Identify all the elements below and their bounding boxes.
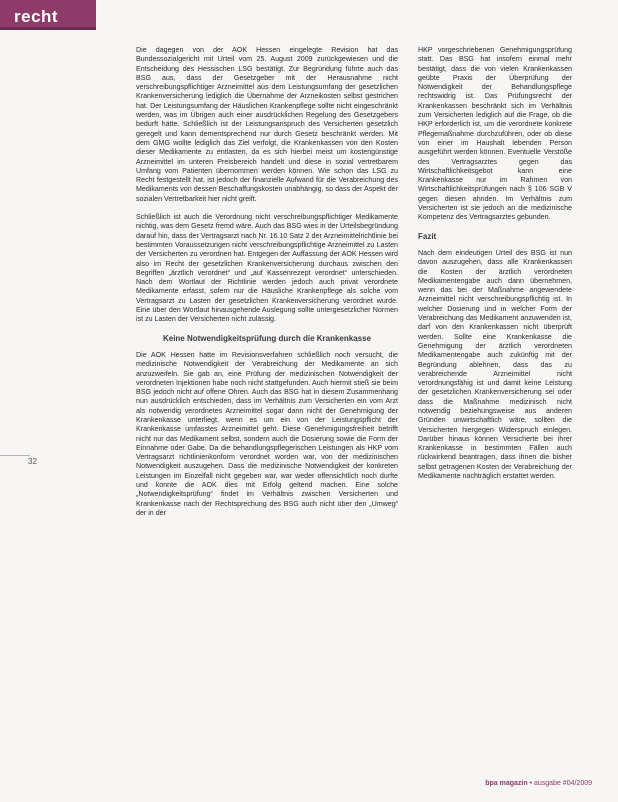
section-header-bar	[0, 0, 96, 30]
page-marker-line	[0, 455, 30, 456]
section-heading: Keine Notwendigkeitsprüfung durch die Krankenkasse	[162, 333, 372, 343]
right-column	[418, 46, 572, 490]
section-title: recht	[14, 7, 59, 26]
section-heading: Fazit	[418, 231, 437, 241]
paragraph: Nach dem eindeutigen Urteil des BSG ist nun davon auszugehen, dass alle Krankenkassen die Kosten der ärztlich verordneten Medikamentengabe auch dann übernehmen, wenn das bei der Maßnahme angewendete Arzneimittel nicht verschreibungspflichtig ist. In welcher Dosierung und in welcher Form der Verabreichung das Medikament anzuwenden ist, darf von den Krankenkassen nicht überprüft werden. Sollte eine Krankenkasse die Genehmigung der ärztlich verordneten Medikamentengabe auch zukünftig mit der Begründung ablehnen, dass das zu verabreichende Arzneimittel nicht verordnungsfähig ist und damit keine Leistung der gesetzlichen Krankenversicherung sei oder dass die Maßnahme medizinisch nicht notwendig beziehungsweise aus anderen Gründen unwirtschaftlich wäre, sollten die Versicherten hiergegen Widerspruch einlegen. Darüber hinaus können Versicherte bei ihrer Krankenkasse in bestimmten Fällen auch rückwirkend beantragen, dass ihnen die bisher selbst getragenen Kosten der Verabreichung der Medikamente nachträglich erstattet werden.	[418, 248, 572, 481]
paragraph: HKP vorgeschriebenen Genehmigungsprüfung statt. Das BSG hat insofern einmal mehr bestätigt, dass die von vielen Krankenkassen geübte Praxis der Überprüfung der Notwendigkeit der Behandlungspflege rechtswidrig ist. Das Prüfungsrecht der Krankenkassen beschränkt sich im Verhältnis zum Versicherten lediglich auf die Frage, ob die HKP erforderlich ist, um die verordnete konkrete Pflegemaßnahme durchzuführen, oder ob diese von einer im Haushalt lebenden Person ausgeführt werden können. Eventuelle Verstöße des Vertragsarztes gegen das Wirtschaftlichkeitsgebot kann eine Krankenkasse nur im Rahmen von Wirtschaftlichkeitsprüfungen nach § 106 SGB V gegen diesen ahnden. Im Verhältnis zum Versicherten ist sie jedoch an die medizinische Kompetenz des Vertragsarztes gebunden.	[418, 46, 572, 222]
header-rule	[0, 27, 96, 30]
paragraph: Die AOK Hessen hatte im Revisionsverfahren schließlich noch versucht, die medizinische Notwendigkeit der Verabreichung der Medikamente an sich anzuzweifeln. Sie gab an, eine Prüfung der medizinischen Notwendigkeit der verordneten Injektionen habe noch nicht stattgefunden. Auch hiermit stieß sie beim BSG jedoch nicht auf offene Ohren. Auch das BSG hat in diesem Zusammenhang nun ausdrücklich entschieden, dass im Verhältnis zum Versicherten ein vom Arzt als notwendig verordnetes Arzneimittel sogar dann nicht der Genehmigung der Krankenkasse unterliegt, wenn es um ein von der Leistungspflicht der Krankenkasse umfasstes Arzneimittel geht. Diese Genehmigungsfreiheit betrifft nicht nur das Medikament selbst, sondern auch die Dosierung sowie die Form der Einnahme oder Gabe. Da die behandlungspflegerischen Leistungen als HKP vom Vertragsarzt richtlinienkonform verordnet worden war, von der medizinischen Notwendigkeit auszugehen. Dass die medizinische Notwendigkeit der konkreten Leistungen im Einzelfall nicht gegeben war, war weder offensichtlich noch durfte und konnte die AOK dies mit Erfolg geltend machen. Eine solche „Notwendigkeitsprüfung“ findet im Verhältnis zwischen Versicherten und Krankenkasse nach der Rechtsprechung des BSG auch nicht über den „Umweg“ der in der	[136, 350, 398, 517]
footer	[485, 780, 592, 787]
footer-issue: • ausgabe #04/2009	[527, 780, 592, 787]
left-column	[136, 46, 398, 527]
footer-brand: bpa magazin	[485, 780, 528, 787]
paragraph: Die dagegen von der AOK Hessen eingelegte Revision hat das Bundessozialgericht mit Urteil vom 25. August 2009 zurückgewiesen und die Entscheidung des Hessischen LSG bestätigt. Zur Begründung führte auch das BSG aus, dass der Gesetzgeber mit der Herausnahme nicht verschreibungspflichtiger Arzneimittel aus dem Leistungsumfang der gesetzlichen Krankenversicherung lediglich die Übernahme der Arzneikosten selbst gestrichen hat. Der Leistungsumfang der Häuslichen Krankenpflege sollte nicht eingeschränkt werden, was im Übrigen auch einer ausdrücklichen Regelung des Gesetzgebers bedurft hätte. Schließlich ist der Leistungsanspruch des Versicherten gesetzlich geregelt und kann dementsprechend nur durch Gesetz beschränkt werden. Mit dem GMG wollte lediglich das Ziel verfolgt, die Krankenkassen von den Kosten dieser Medikamente zu entlasten, da es sich hierbei meist um kostengünstige Arzneimittel im unteren Preisbereich handelt und diese in sozial vertretbarem Umfang vom Patienten übernommen werden können. Wie schon das LSG zu Recht festgestellt hat, ist jedoch der finanzielle Aufwand für die Verabreichung des Medikaments von dessen Beschaffungskosten unabhängig, so dass der Aspekt der sozialen Vertretbarkeit hier nicht greift.	[136, 46, 398, 203]
page-number: 32	[28, 457, 37, 466]
paragraph: Schließlich ist auch die Verordnung nicht verschreibungspflichtiger Medikamente nichtig, was dem Gesetz fremd wäre. Auch das BSG wies in der Urteilsbegründung darauf hin, dass der Vertragsarzt nach Nr. 16.10 Satz 2 der Arzneimittelrichtlinie bei bestimmten Voraussetzungen nicht verschreibungspflichtige Arzneimittel zu Lasten der Versicherten zu verordnen hat. Entgegen der Auffassung der AOK Hessen wird also im Recht der gesetzlichen Krankenversicherung durchaus zwischen den Begriffen „ärztlich verordnet“ und „auf Kassenrezept verordnet“ unterschieden. Nach dem Wortlaut der Richtlinie werden jedoch auch privat verordnete Medikamente erfasst, sofern nur die Häusliche Krankenpflege als solche vom Vertragsarzt zu Lasten der gesetzlichen Krankenversicherung verordnet wurde. Eine über den Wortlaut hinausgehende Auslegung sollte untergesetzlicher Normen ist zu Lasten der Versicherten nicht zulässig.	[136, 213, 398, 324]
